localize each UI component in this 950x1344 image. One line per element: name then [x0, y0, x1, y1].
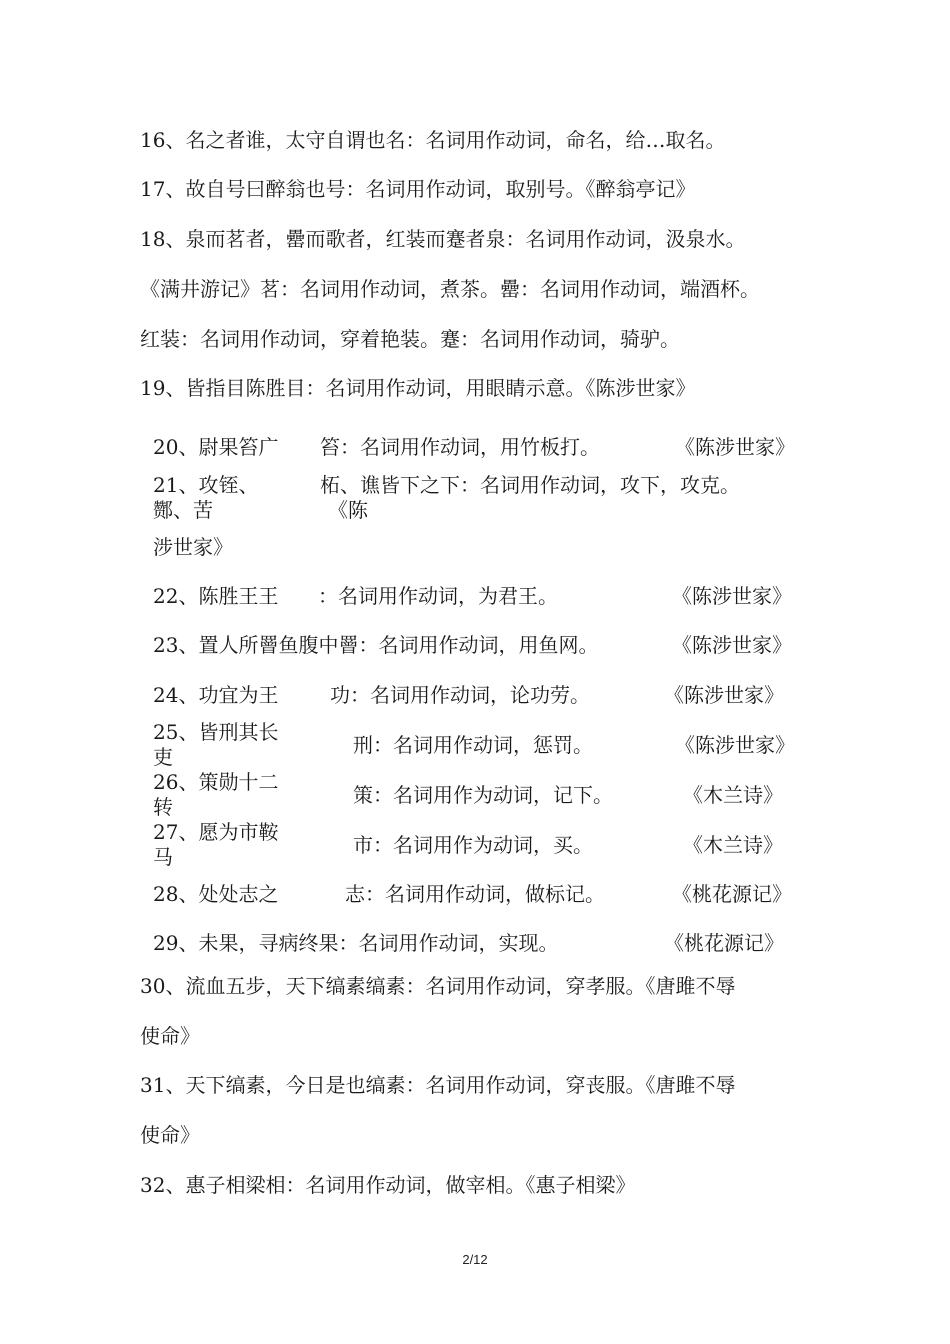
line-22-sentence: 22、陈胜王王: [153, 584, 279, 608]
line-29-source: 《桃花源记》: [664, 931, 784, 955]
line-30-cont: 使命》: [140, 1024, 200, 1048]
line-17: 17、故自号曰醉翁也号：名词用作动词，取别号。《醉翁亭记》: [140, 177, 696, 201]
line-16: 16、名之者谁，太守自谓也名：名词用作动词，命名，给…取名。: [140, 128, 726, 152]
line-20-explanation: 笞：名词用作动词，用竹板打。: [320, 435, 600, 459]
page-number: 2/12: [462, 1252, 488, 1267]
line-25-source: 《陈涉世家》: [675, 733, 795, 757]
line-26-explanation: 策：名词用作为动词，记下。: [353, 783, 613, 807]
line-23-sentence: 23、置人所罾鱼腹中罾：名词用作动词，用鱼网。: [153, 633, 599, 657]
line-31: 31、天下缟素，今日是也缟素：名词用作动词，穿丧服。《唐雎不辱: [140, 1073, 736, 1097]
line-28-sentence: 28、处处志之: [153, 882, 279, 906]
line-20-sentence: 20、尉果笞广: [153, 435, 279, 459]
line-27-sentence: 27、愿为市鞍: [153, 820, 279, 844]
line-31-cont: 使命》: [140, 1123, 200, 1147]
line-24-explanation: 功：名词用作动词，论功劳。: [330, 683, 590, 707]
line-19: 19、皆指目陈胜目：名词用作动词，用眼睛示意。《陈涉世家》: [140, 376, 696, 400]
line-25-sentence-cont: 吏: [153, 745, 173, 769]
line-29-sentence: 29、未果，寻病终果：名词用作动词，实现。: [153, 931, 559, 955]
line-21-source-cont: 涉世家》: [153, 535, 233, 559]
line-18: 18、泉而茗者，罍而歌者，红装而蹇者泉：名词用作动词，汲泉水。: [140, 227, 746, 251]
line-20-source: 《陈涉世家》: [675, 435, 795, 459]
line-25-explanation: 刑：名词用作动词，惩罚。: [353, 733, 593, 757]
line-22-source: 《陈涉世家》: [672, 584, 792, 608]
line-28-explanation: 志：名词用作动词，做标记。: [345, 882, 605, 906]
line-24-sentence: 24、功宜为王: [153, 683, 279, 707]
line-27-sentence-cont: 马: [153, 845, 173, 869]
line-21-sentence-cont: 酂、苦: [153, 498, 213, 522]
line-28-source: 《桃花源记》: [672, 882, 792, 906]
line-18-cont-1: 《满井游记》茗：名词用作动词，煮茶。罍：名词用作动词，端酒杯。: [140, 277, 760, 301]
line-25-sentence: 25、皆刑其长: [153, 720, 279, 744]
line-23-source: 《陈涉世家》: [672, 633, 792, 657]
line-21-sentence: 21、攻铚、: [153, 473, 259, 497]
line-21-explanation: 柘、谯皆下之下：名词用作动词，攻下，攻克。: [320, 473, 740, 497]
line-32: 32、惠子相梁相：名词用作动词，做宰相。《惠子相梁》: [140, 1173, 636, 1197]
line-27-explanation: 市：名词用作为动词，买。: [353, 833, 593, 857]
line-26-sentence-cont: 转: [153, 795, 173, 819]
line-22-explanation: ：名词用作动词，为君王。: [318, 584, 558, 608]
line-18-cont-2: 红装：名词用作动词，穿着艳装。蹇：名词用作动词，骑驴。: [140, 327, 680, 351]
line-24-source: 《陈涉世家》: [664, 683, 784, 707]
line-26-sentence: 26、策勋十二: [153, 770, 279, 794]
line-21-source: 《陈: [328, 498, 368, 522]
line-30: 30、流血五步，天下缟素缟素：名词用作动词，穿孝服。《唐雎不辱: [140, 974, 736, 998]
line-27-source: 《木兰诗》: [683, 833, 783, 857]
line-26-source: 《木兰诗》: [683, 783, 783, 807]
